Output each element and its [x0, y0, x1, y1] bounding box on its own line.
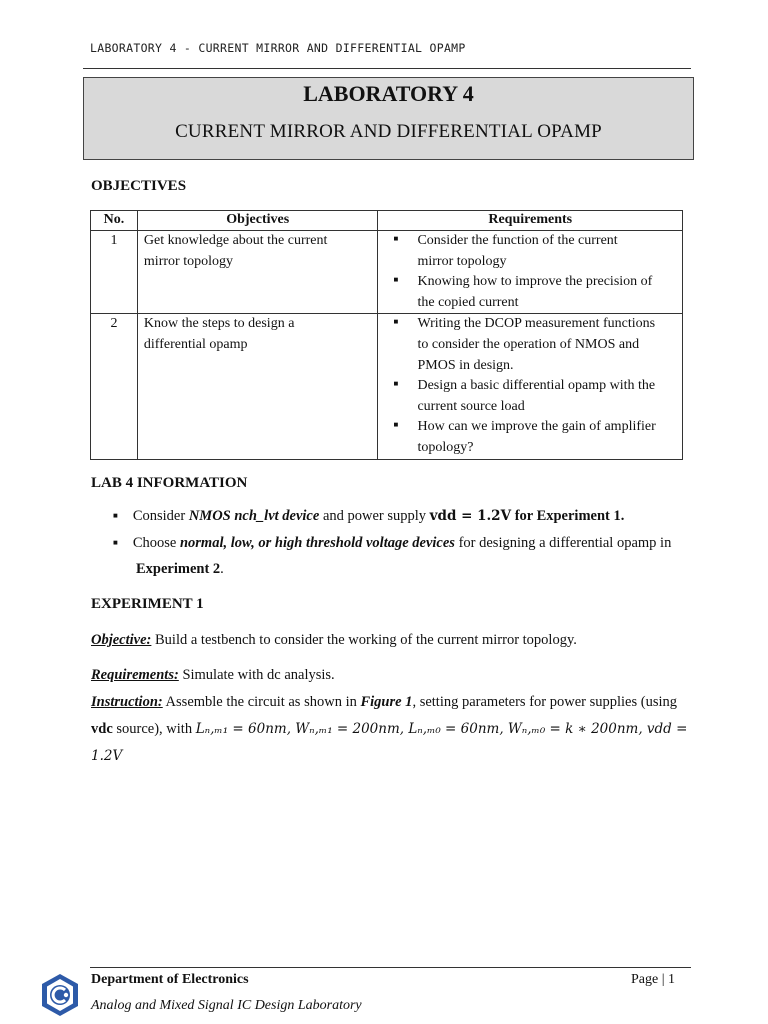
- bullet-square-icon: ■: [113, 511, 118, 520]
- column-header-no: No.: [91, 211, 138, 231]
- experiment1-heading: EXPERIMENT 1: [91, 596, 204, 612]
- experiment1-objective: Objective: Build a testbench to consider the working of the current mirror topology.: [91, 632, 577, 648]
- page-subtitle: CURRENT MIRROR AND DIFFERENTIAL OPAMP: [175, 121, 602, 142]
- requirement-line: Consider the function of the current: [417, 233, 618, 248]
- supply-equation: vdd = 1.2V: [429, 508, 512, 524]
- requirement-line: PMOS in design.: [417, 357, 514, 373]
- experiment1-instruction-line2: vdc source), with Lₙ,ₘ₁ = 60nm, Wₙ,ₘ₁ = 200nm, Lₙ,ₘ₀ = 60nm, Wₙ,ₘ₀ = k ∗ 200nm, vdd =: [91, 721, 688, 737]
- table-row: [91, 314, 683, 459]
- requirements-cell: [378, 231, 683, 314]
- bullet-square-icon: ■: [113, 538, 118, 547]
- lab-info-item-1: ■ Consider NMOS nch_lvt device and power supply vdd = 1.2V for Experiment 1.: [113, 508, 625, 524]
- table-row: [91, 231, 683, 314]
- row-number: 2: [91, 314, 138, 459]
- university-logo-icon: [41, 973, 79, 1017]
- running-header: LABORATORY 4 - CURRENT MIRROR AND DIFFERENTIAL OPAMP: [90, 41, 466, 55]
- objectives-table: [90, 210, 683, 460]
- requirement-line: the copied current: [417, 294, 519, 310]
- requirement-line: to consider the operation of NMOS and: [417, 336, 640, 352]
- experiment1-instruction-line3: 1.2V: [91, 748, 123, 764]
- requirement-line: topology?: [417, 439, 474, 455]
- footer-department: Department of Electronics: [91, 972, 249, 987]
- experiment1-requirements: Requirements: Simulate with dc analysis.: [91, 667, 335, 683]
- requirement-line: Knowing how to improve the precision of: [417, 274, 653, 290]
- objectives-heading: OBJECTIVES: [91, 178, 187, 194]
- objective-line: mirror topology: [143, 253, 233, 269]
- footer-lab-name: Analog and Mixed Signal IC Design Laboratory: [91, 998, 362, 1013]
- requirement-line: mirror topology: [417, 253, 507, 269]
- bullet-square-icon: [393, 272, 417, 313]
- bullet-square-icon: [393, 314, 417, 376]
- requirement-item: [393, 272, 682, 313]
- objective-cell: [137, 231, 378, 314]
- footer-rule: [90, 967, 691, 968]
- page-title: LABORATORY 4: [303, 81, 474, 106]
- column-header-objectives: Objectives: [137, 211, 378, 231]
- title-box: [83, 77, 694, 160]
- requirement-item: [393, 376, 682, 417]
- column-header-requirements: Requirements: [378, 211, 683, 231]
- requirement-line: How can we improve the gain of amplifier: [417, 419, 656, 435]
- requirement-line: Writing the DCOP measurement functions: [417, 316, 656, 332]
- bullet-square-icon: [393, 417, 417, 458]
- bullet-square-icon: [393, 231, 417, 272]
- requirements-cell: [378, 314, 683, 459]
- lab-info-item-2-continued: Experiment 2.: [136, 561, 224, 577]
- requirement-item: [393, 417, 682, 458]
- parameter-equation: Lₙ,ₘ₁ = 60nm, Wₙ,ₘ₁ = 200nm, Lₙ,ₘ₀ = 60nm, Wₙ,ₘ₀ = k ∗ 200nm, vdd =: [195, 721, 688, 737]
- experiment1-instruction: Instruction: Assemble the circuit as shown in Figure 1, setting parameters for power supplies (using: [91, 694, 677, 710]
- footer-page-number: Page | 1: [631, 972, 676, 987]
- requirement-line: current source load: [417, 398, 525, 414]
- lab-info-heading: LAB 4 INFORMATION: [91, 475, 248, 491]
- device-name: NMOS nch_lvt device: [188, 508, 320, 524]
- requirement-item: [393, 231, 682, 272]
- requirement-item: [393, 314, 682, 376]
- objective-line: differential opamp: [143, 336, 248, 352]
- device-options: normal, low, or high threshold voltage devices: [179, 535, 455, 551]
- row-number: 1: [91, 231, 138, 314]
- header-rule: [83, 68, 691, 69]
- objective-line: Know the steps to design a: [143, 316, 295, 332]
- figure-reference: Figure 1: [360, 694, 413, 710]
- requirement-line: Design a basic differential opamp with the: [417, 378, 656, 394]
- objective-cell: [137, 314, 378, 459]
- objective-line: Get knowledge about the current: [143, 233, 328, 248]
- bullet-square-icon: [393, 376, 417, 417]
- table-header-row: [91, 211, 683, 231]
- lab-info-item-2: ■ Choose normal, low, or high threshold voltage devices for designing a differential opamp in: [113, 535, 672, 551]
